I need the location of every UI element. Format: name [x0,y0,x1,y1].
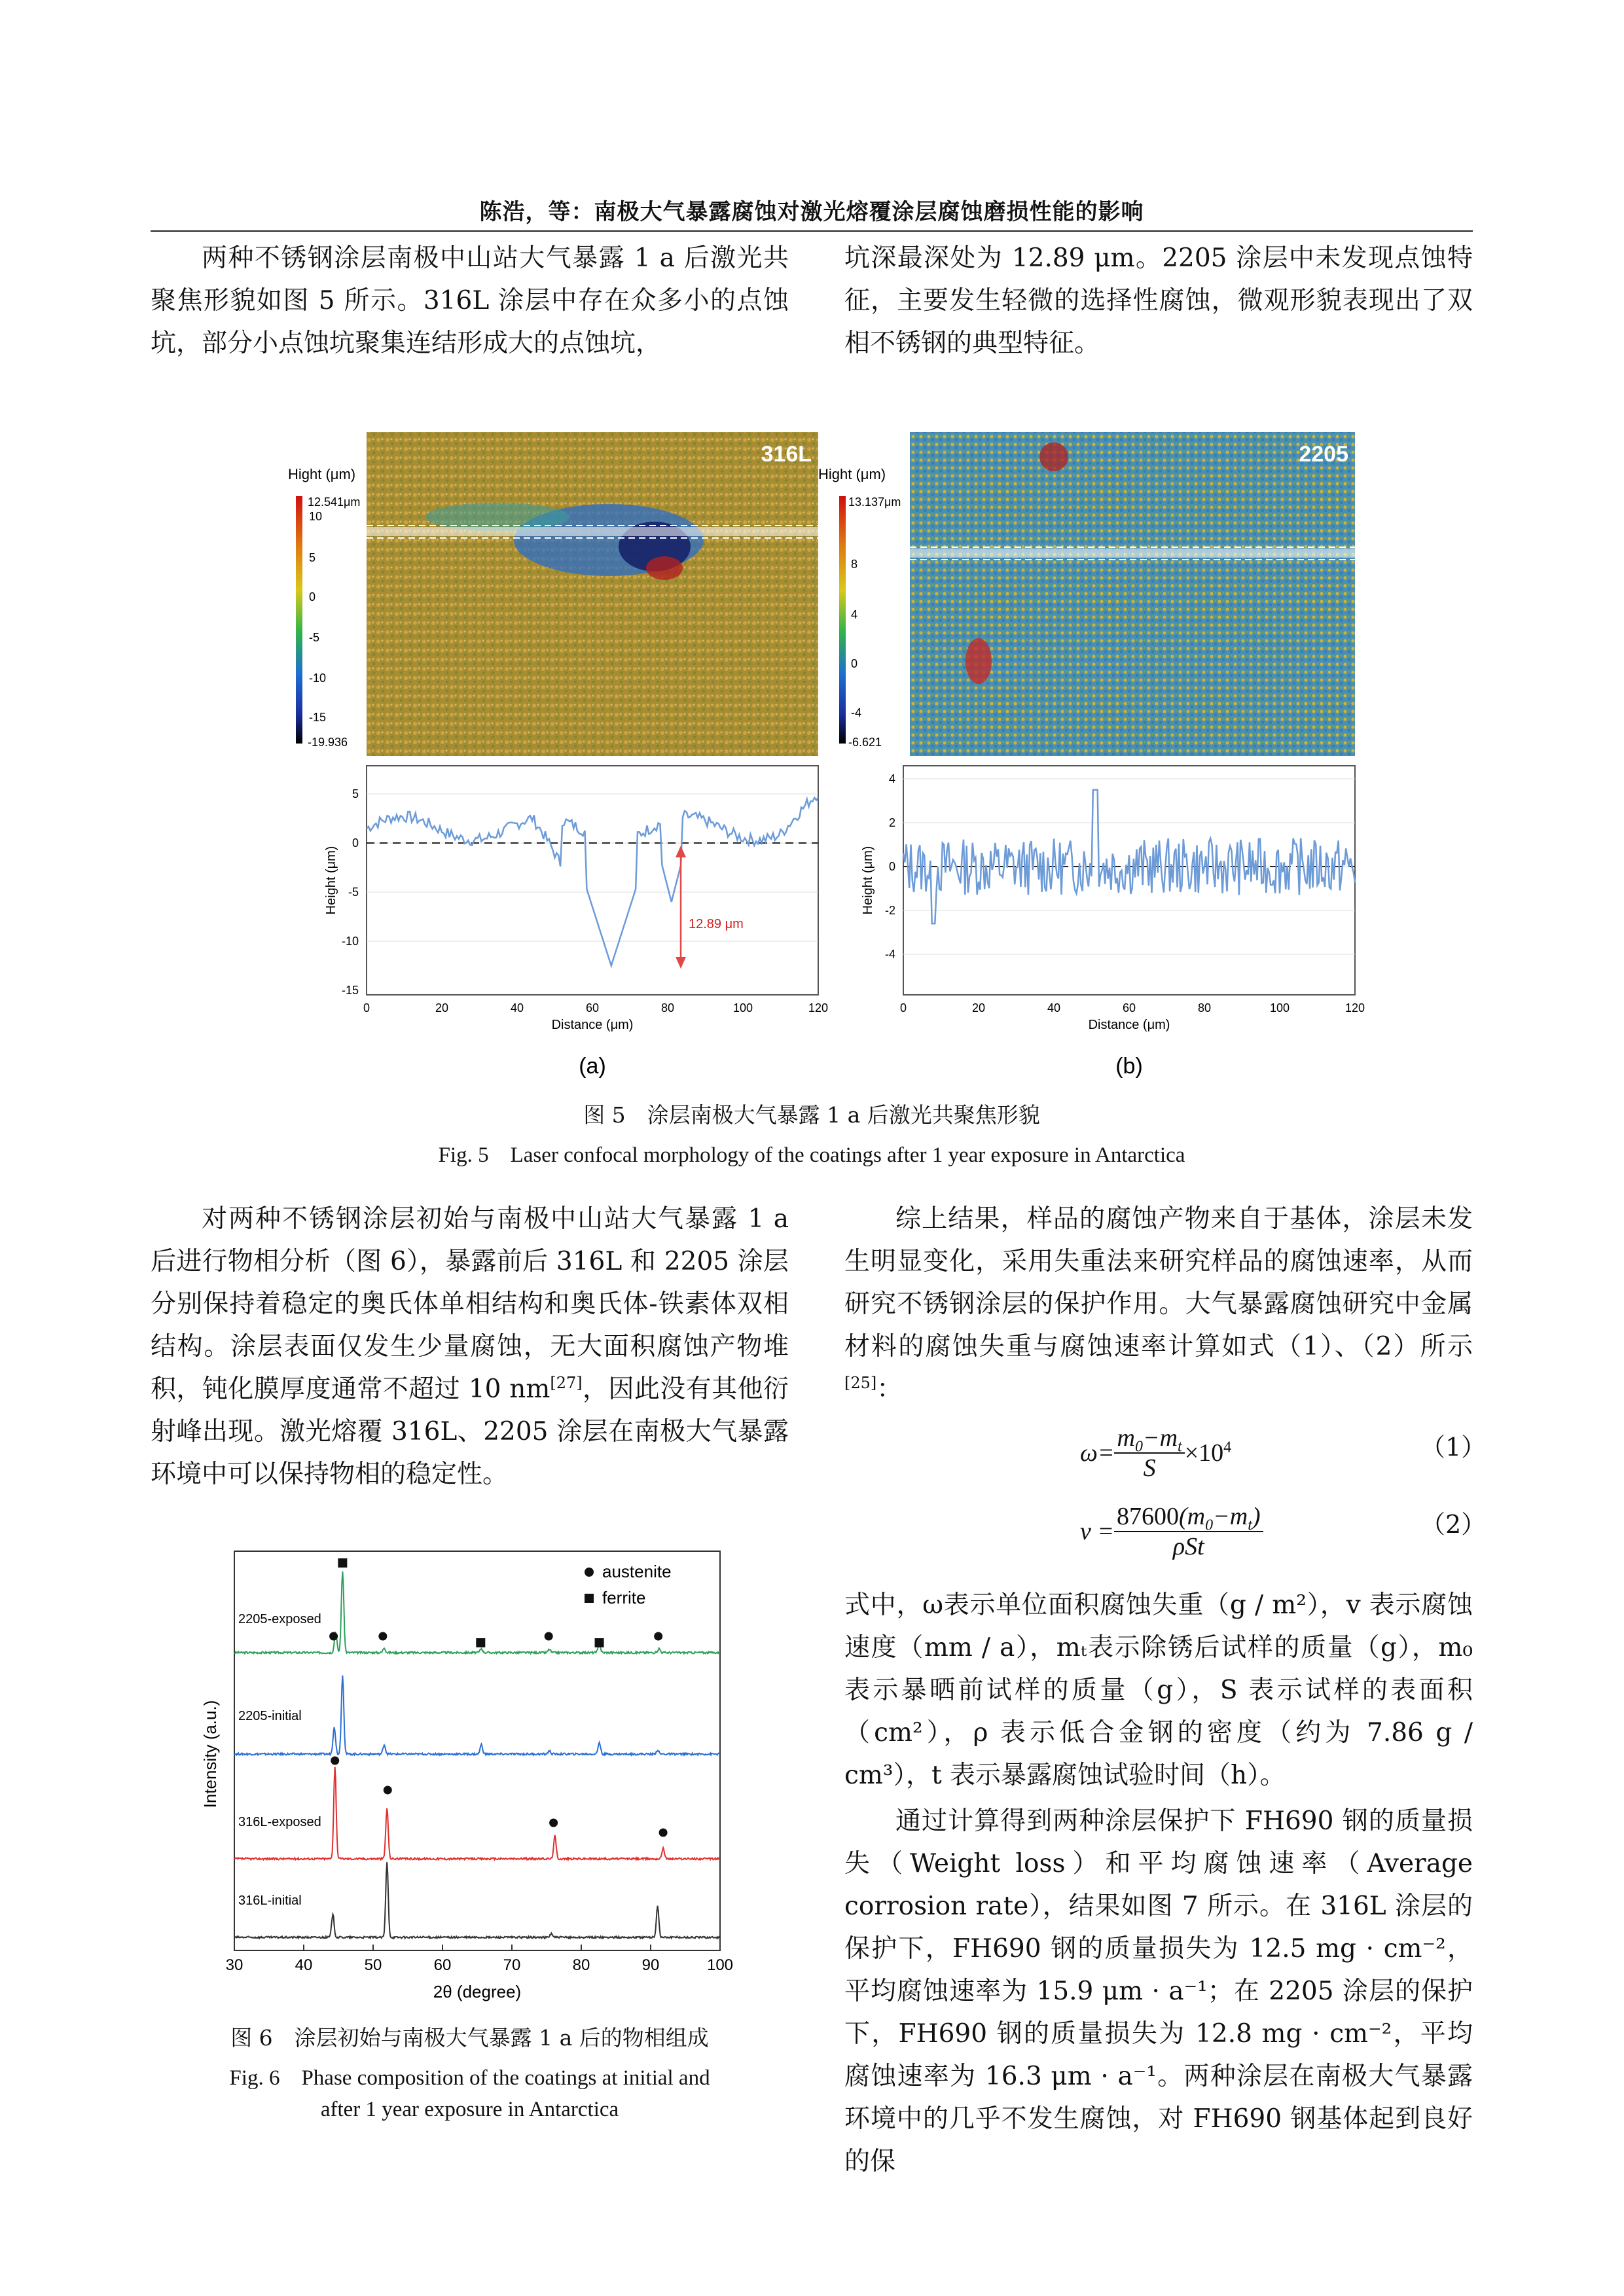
panel-b-ylabel: Height (μm) [861,846,875,915]
panel-b-xtick: 120 [1344,1001,1365,1014]
xrd-xtick-label: 80 [572,1956,590,1974]
legend-austenite-label: austenite [602,1562,672,1581]
panel-a-legend-tick: -5 [309,631,320,644]
austenite-marker [549,1819,558,1827]
panel-a-xtick: 0 [363,1001,370,1014]
panel-b-ytick: -4 [884,948,895,961]
panel-a-xtick: 100 [732,1001,753,1014]
xrd-xtick-label: 40 [295,1956,313,1974]
panel-a-legend-tick: -10 [309,672,327,685]
paragraph-right-4-text: 通过计算得到两种涂层保护下 FH690 钢的质量损失（Weight loss）和平均腐蚀速率（Average corrosion rate），结果如图 7 所示。在 316L 涂层的保护下，FH690 钢的质量损失为 12.5 mg · cm⁻²，平均腐蚀速率为 15.9 μm · a⁻¹；在 2205 涂层的保护下，FH690 钢的质量损失为 12.8 mg · cm⁻²，平均腐蚀速率为 16.3 μm · a⁻¹。两种涂层在南极大气暴露环境中的几乎不发生腐蚀，对 FH690 钢基体起到良好的保 [844,1806,1473,2176]
xrd-plot-frame [234,1551,720,1950]
xrd-series-label: 316L-initial [238,1893,302,1908]
equation-1: ω= $\frac{m_0-m_t}{S}$ $\times 10^4$ [1080,1424,1232,1482]
panel-a-legend-title: Hight (μm) [288,466,356,482]
panel-a-ylabel: Height (μm) [324,846,338,915]
panel-a-xtick: 20 [435,1001,449,1014]
legend-ferrite-marker [585,1594,594,1603]
panel-b-profile-frame [903,766,1355,995]
paragraph-right-1 [844,237,1473,365]
panel-b-ytick: -2 [884,904,895,917]
fig5-caption-cn: 图 5 涂层南极大气暴露 1 a 后激光共聚焦形貌 [583,1102,1040,1128]
xrd-xtick-label: 50 [364,1956,382,1974]
panel-b-ytick: 4 [888,772,895,785]
panel-b-legend-ticks [851,558,861,719]
header-rule [151,230,1473,232]
panel-b-xlabel: Distance (μm) [1088,1018,1170,1032]
austenite-marker [659,1829,668,1837]
panel-a-legend-tick: 10 [309,510,323,523]
panel-a-xtick: 40 [510,1001,524,1014]
figure-5 [275,419,1375,1086]
panel-a-legend-max: 12.541μm [308,495,361,509]
panel-b-legend-min: -6.621 [848,736,882,749]
paragraph-left-2-tail: ，因此没有其他衍射峰出现。激光熔覆 316L、2205 涂层在南极大气暴露环境中可以保持物相的稳定性。 [151,1374,789,1489]
fig6-caption-en-line1: Fig. 6 Phase composition of the coatings at initial and [229,2066,710,2090]
fig6-caption-cn: 图 6 涂层初始与南极大气暴露 1 a 后的物相组成 [230,2025,709,2051]
panel-a-xlabel: Distance (μm) [551,1018,634,1032]
paragraph-left-1-text: 两种不锈钢涂层南极中山站大气暴露 1 a 后激光共聚焦形貌如图 5 所示。316L 涂层中存在众多小的点蚀坑，部分小点蚀坑聚集连结形成大的点蚀坑， [151,243,789,358]
equation-2: v = $87600(m_0-m_t)$ ρSt [1080,1502,1263,1561]
fig6-caption-en-line2: after 1 year exposure in Antarctica [320,2098,619,2121]
fig5-caption-en: Fig. 5 Laser confocal morphology of the coatings after 1 year exposure in Antarctica [438,1143,1185,1167]
panel-a [288,432,828,1079]
xrd-xtick-label: 30 [225,1956,244,1974]
ferrite-marker [476,1638,485,1647]
running-header: 陈浩，等：南极大气暴露腐蚀对激光熔覆涂层腐蚀磨损性能的影响 [479,199,1144,225]
panel-a-annotation: 12.89 μm [689,917,744,931]
figure-6-chart [190,1545,759,2009]
panel-b-scan-line [910,548,1355,558]
panel-a-xtick: 120 [808,1001,829,1014]
xrd-xtick-label: 90 [641,1956,660,1974]
austenite-marker [654,1632,662,1641]
panel-a-yticks [342,787,359,997]
panel-a-label: 316L [761,442,812,467]
paragraph-left-2-text: 对两种不锈钢涂层初始与南极中山站大气暴露 1 a 后进行物相分析（图 6），暴露前后 316L 和 2205 涂层分别保持着稳定的奥氏体单相结构和奥氏体-铁素体双相结构。涂层表面仅发生少量腐蚀，无大面积腐蚀产物堆积，钝化膜厚度通常不超过 10 nm [151,1204,789,1404]
panel-a-legend-min: -19.936 [308,736,348,749]
panel-a-sub-label: (a) [579,1054,606,1079]
panel-b-xtick: 40 [1047,1001,1061,1014]
paragraph-right-3 [844,1584,1473,1797]
panel-a-legend-tick: 0 [309,590,316,603]
paragraph-right-2-text: 综上结果，样品的腐蚀产物来自于基体，涂层未发生明显变化，采用失重法来研究样品的腐蚀速率，从而研究不锈钢涂层的保护作用。大气暴露腐蚀研究中金属材料的腐蚀失重与腐蚀速率计算如式（1）、（2）所示 [844,1204,1473,1361]
xrd-series-label: 316L-exposed [238,1815,321,1829]
panel-a-legend-tick: 5 [309,551,316,564]
ferrite-marker [338,1558,347,1568]
panel-a-surface-image [367,432,818,756]
panel-a-scan-line [367,527,818,536]
panel-b-legend-max: 13.137μm [848,495,901,509]
panel-b-legend-tick: -4 [851,706,862,719]
xrd-xlabel: 2θ (degree) [433,1982,522,2001]
panel-b-sub-label: (b) [1115,1054,1143,1079]
paragraph-right-3-text: 式中，ω表示单位面积腐蚀失重（g / m²），v 表示腐蚀速度（mm / a），mₜ表示除锈后试样的质量（g），m₀ 表示暴晒前试样的质量（g），S 表示试样的表面积（cm²），ρ 表示低合金钢的密度（约为 7.86 g / cm³），t 表示暴露腐蚀试验时间（h）。 [844,1590,1473,1790]
panel-a-ytick: -10 [341,935,359,948]
panel-a-red-spot [646,556,683,580]
panel-b-legend-tick: 8 [851,558,858,571]
panel-b-legend-tick: 4 [851,608,858,621]
xrd-series-label: 2205-exposed [238,1612,321,1626]
panel-a-legend-ticks [309,510,326,724]
paragraph-right-1-text: 坑深最深处为 12.89 μm。2205 涂层中未发现点蚀特征，主要发生轻微的选择性腐蚀，微观形貌表现出了双相不锈钢的典型特征。 [844,243,1473,358]
panel-b-xtick: 80 [1197,1001,1212,1014]
panel-a-xtick: 80 [660,1001,675,1014]
paragraph-right-2 [844,1198,1473,1410]
xrd-xtick-label: 70 [503,1956,521,1974]
panel-b-ytick: 2 [888,816,895,829]
panel-a-legend-tick: -15 [309,711,327,724]
xrd-xtick-label: 60 [433,1956,452,1974]
reference-27: [27] [550,1374,583,1392]
austenite-marker [384,1786,392,1795]
austenite-marker [329,1632,338,1641]
legend-ferrite-label: ferrite [602,1588,646,1607]
panel-a-colorbar [296,496,302,744]
panel-b-legend-tick: 0 [851,657,858,670]
panel-a-profile-frame [367,766,818,995]
panel-b-surface-image [910,432,1355,756]
panel-b [818,432,1365,1079]
panel-a-ytick: 0 [352,836,359,850]
panel-b-xtick: 100 [1269,1001,1290,1014]
panel-a-ytick: -5 [348,886,359,899]
xrd-ylabel: Intensity (a.u.) [200,1700,220,1808]
paragraph-right-2-tail: ： [876,1374,903,1404]
panel-a-ytick: 5 [352,787,359,800]
legend-austenite-marker [585,1568,594,1577]
austenite-marker [331,1757,339,1765]
paragraph-left-2 [151,1198,789,1496]
panel-b-xtick: 0 [899,1001,907,1014]
ferrite-marker [595,1638,604,1647]
reference-25: [25] [844,1374,877,1392]
austenite-marker [545,1632,553,1641]
xrd-series-label: 2205-initial [238,1709,302,1723]
panel-a-xticks [363,1001,828,1014]
panel-b-colorbar [839,496,846,744]
paragraph-right-4 [844,1800,1473,2183]
panel-b-legend-title: Hight (μm) [818,466,886,482]
austenite-marker [378,1632,387,1641]
panel-a-xtick: 60 [585,1001,600,1014]
equation-2-number: （2） [1420,1510,1487,1539]
panel-b-xticks [900,1001,1365,1014]
xrd-xtick-label: 100 [706,1956,734,1974]
panel-a-ytick: -15 [341,984,359,997]
panel-b-xtick: 60 [1122,1001,1136,1014]
panel-b-yticks [885,772,895,961]
panel-b-red-spot [965,638,992,684]
panel-b-label: 2205 [1299,442,1348,467]
panel-b-red-spot [1039,442,1068,471]
paragraph-left-1 [151,237,789,365]
panel-b-xtick: 20 [971,1001,986,1014]
panel-b-ytick: 0 [888,860,895,873]
equation-1-number: （1） [1420,1433,1487,1462]
